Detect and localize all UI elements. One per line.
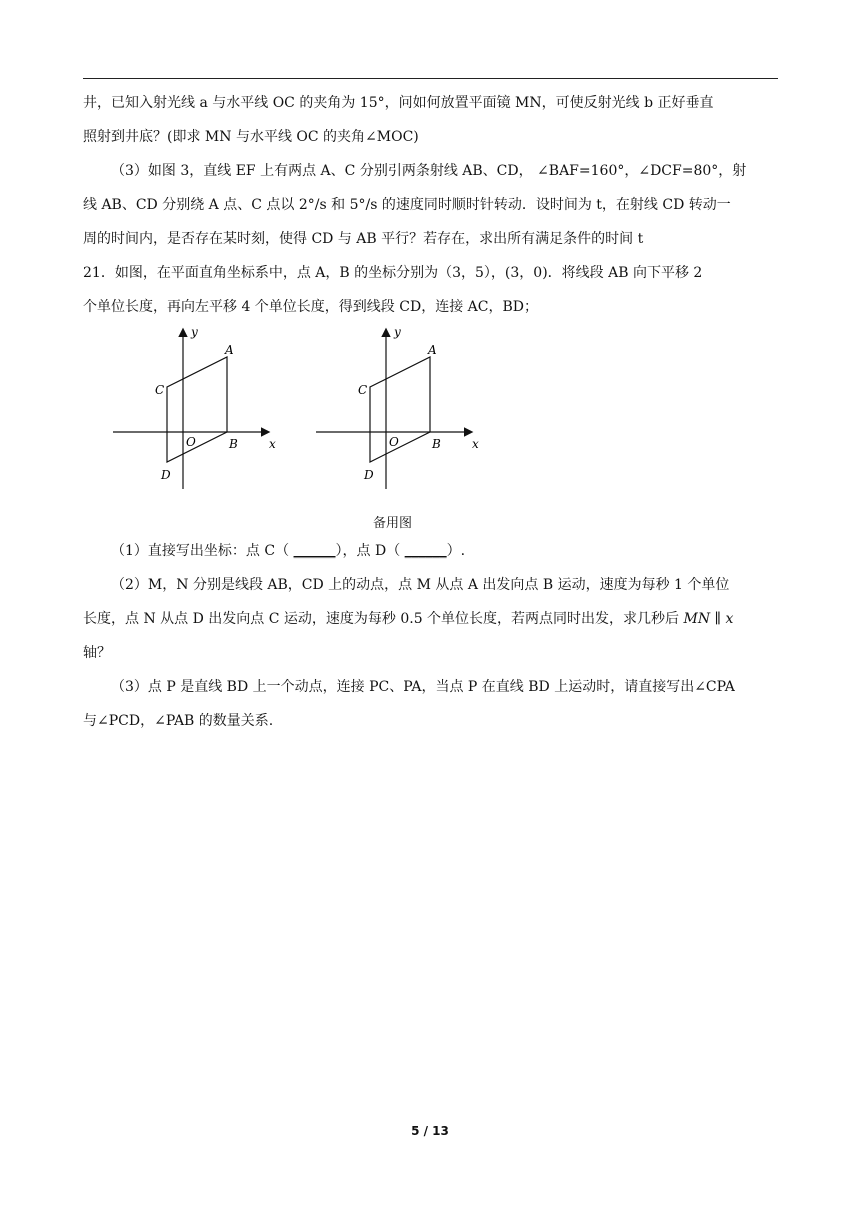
text-line: 轴？ <box>83 645 111 661</box>
text-line: 井，已知入射光线 a 与水平线 OC 的夹角为 15°，问如何放置平面镜 MN，可使反射光线 b 正好垂直 <box>83 95 714 111</box>
label-o: O <box>186 435 196 449</box>
label-x: x <box>269 437 276 451</box>
text-line: 个单位长度，再向左平移 4 个单位长度，得到线段 CD，连接 AC，BD； <box>83 299 538 315</box>
parallelogram-abdc <box>167 357 227 462</box>
text-line: 线 AB、CD 分别绕 A 点、C 点以 2°/s 和 5°/s 的速度同时顺时针转动．设时间为 t，在射线 CD 转动一 <box>83 197 731 213</box>
answer-blank-c: ______ <box>293 543 336 559</box>
label-y: y <box>191 325 198 339</box>
header-rule <box>83 78 778 79</box>
label-c: C <box>358 383 368 397</box>
question-21-line: 21．如图，在平面直角坐标系中，点 A，B 的坐标分别为（3，5），(3，0)．将线段 AB 向下平移 2 <box>83 265 703 281</box>
label-d: D <box>161 468 171 482</box>
q2-math: MN ∥ x <box>683 611 734 627</box>
text-line: 周的时间内，是否存在某时刻，使得 CD 与 AB 平行？若存在，求出所有满足条件的时间 t <box>83 231 644 247</box>
label-b: B <box>432 437 441 451</box>
label-x: x <box>472 437 479 451</box>
label-a: A <box>225 343 234 357</box>
text-line: （3）如图 3，直线 EF 上有两点 A、C 分别引两条射线 AB、CD， ∠BAF=160°，∠DCF=80°，射 <box>111 163 747 179</box>
q1-middle: ），点 D（ <box>335 543 405 559</box>
label-b: B <box>229 437 238 451</box>
question-21-part-2: （2）M，N 分别是线段 AB，CD 上的动点，点 M 从点 A 出发向点 B 运动，速度为每秒 1 个单位 <box>111 577 730 593</box>
parallelogram-abdc <box>370 357 430 462</box>
coordinate-figure-2 <box>316 324 491 494</box>
label-c: C <box>155 383 165 397</box>
label-d: D <box>364 468 374 482</box>
page-content <box>83 86 778 738</box>
text-line <box>83 602 778 636</box>
label-o: O <box>389 435 399 449</box>
figure-caption: 备用图 <box>373 516 413 531</box>
q1-suffix: ）. <box>446 543 466 559</box>
page-number: 5 / 13 <box>411 1124 449 1138</box>
coordinate-figures <box>83 324 778 534</box>
text-line: 与∠PCD，∠PAB 的数量关系. <box>83 713 274 729</box>
answer-blank-d: ______ <box>404 543 447 559</box>
text-line: 照射到井底？(即求 MN 与水平线 OC 的夹角∠MOC) <box>83 129 419 145</box>
label-a: A <box>428 343 437 357</box>
question-21-part-3: （3）点 P 是直线 BD 上一个动点，连接 PC、PA，当点 P 在直线 BD 上运动时，请直接写出∠CPA <box>111 679 735 695</box>
label-y: y <box>394 325 401 339</box>
q1-prefix: （1）直接写出坐标：点 C（ <box>111 543 294 559</box>
coordinate-figure-1 <box>113 324 288 494</box>
q2-text: 长度，点 N 从点 D 出发向点 C 运动，速度为每秒 0.5 个单位长度，若两点同时出发，求几秒后 <box>83 611 684 627</box>
question-21-part-1 <box>83 534 778 568</box>
